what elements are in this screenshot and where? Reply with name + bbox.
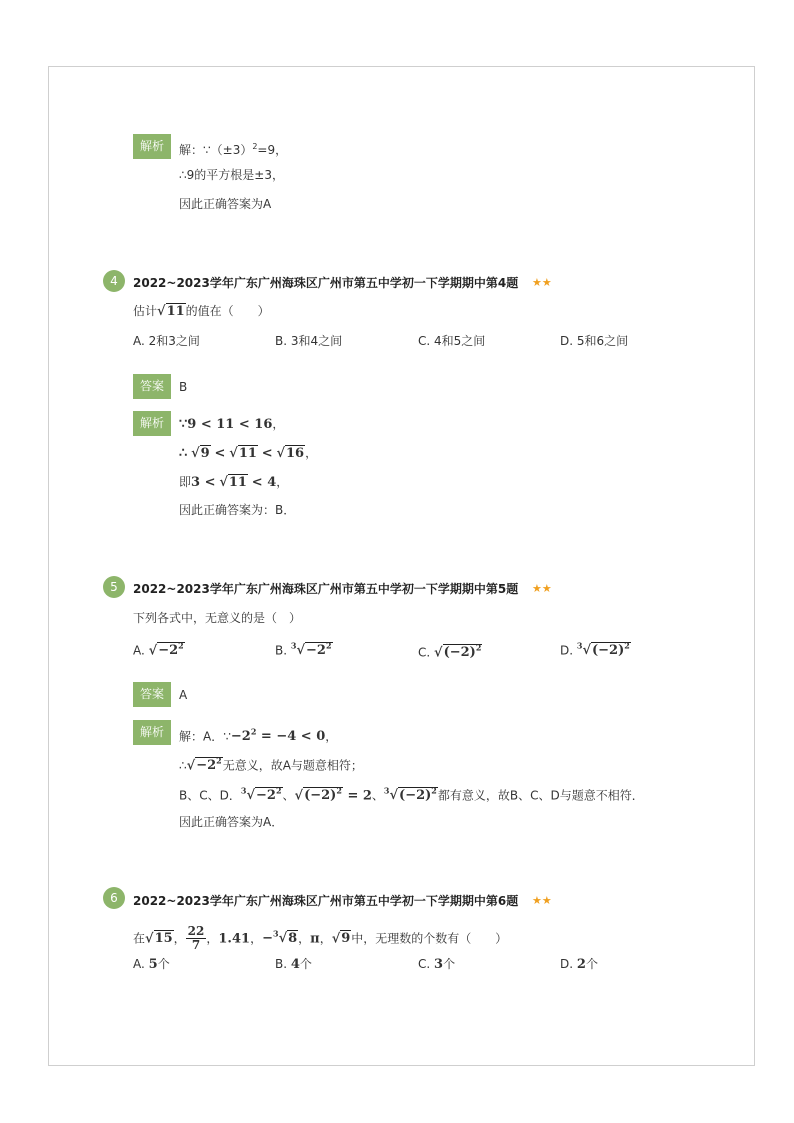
question-number-badge: 4	[103, 270, 125, 292]
analysis-tag: 解析	[133, 720, 171, 745]
q5-option-c: C. $√(-2)^2$	[418, 643, 482, 661]
q4-answer: B	[179, 380, 188, 394]
q4-option-c: C. 4和5之间	[418, 334, 486, 348]
answer-tag: 答案	[133, 682, 171, 707]
q5-analysis-line-1: 解：A．$\because-2^2 = -4 < 0$，	[179, 727, 338, 745]
q6-source-title: 2022~2023学年广东广州海珠区广州市第五中学初一下学期期中第6题	[133, 894, 519, 908]
q5-analysis-line-2: $\therefore√-2^2$无意义，故A与题意相符；	[179, 756, 363, 774]
q5-analysis-line-4: 因此正确答案为A．	[179, 815, 284, 829]
q5-stem: 下列各式中，无意义的是（ ）	[133, 611, 302, 625]
q4-source-title: 2022~2023学年广东广州海珠区广州市第五中学初一下学期期中第4题	[133, 276, 519, 290]
q5-source-title: 2022~2023学年广东广州海珠区广州市第五中学初一下学期期中第5题	[133, 582, 519, 596]
q5-option-a: A. $√-2^2$	[133, 641, 184, 659]
q3-analysis-line-3: 因此正确答案为A	[179, 197, 272, 211]
difficulty-stars: ★★	[532, 276, 552, 289]
q6-option-c: C. 3个	[418, 957, 456, 972]
question-number-badge: 6	[103, 887, 125, 909]
q4-option-a: A. 2和3之间	[133, 334, 200, 348]
q5-analysis-line-3: B、C、D．$^3√-2^2$、$√(-2)^2 = 2$、$^3√(-2)^2$都有意义，故B、C、D与题意不相符．	[179, 786, 644, 804]
q4-analysis-line-1: ∵9 < 11 < 16，	[179, 417, 285, 432]
q4-analysis-line-3: 即3 < √11 < 4，	[179, 475, 289, 490]
q3-analysis-line-2: ∴9的平方根是±3，	[179, 168, 284, 182]
q4-analysis-line-2: ∴ √9 < √11 < √16，	[179, 446, 318, 461]
q4-stem: 估计√11的值在（ ）	[133, 304, 270, 319]
question-number-badge: 5	[103, 576, 125, 598]
difficulty-stars: ★★	[532, 894, 552, 907]
q6-stem: 在√15， $\frac{22}{7}$ ，1.41，−$^3$√8，π，√9中，无理数的个数有（ ）	[133, 924, 508, 953]
page-frame	[48, 66, 755, 1066]
q5-answer: A	[179, 688, 188, 702]
q4-option-d: D. 5和6之间	[560, 334, 629, 348]
q4-analysis-line-4: 因此正确答案为：B．	[179, 503, 296, 517]
difficulty-stars: ★★	[532, 582, 552, 595]
answer-tag: 答案	[133, 374, 171, 399]
q6-option-a: A. 5个	[133, 957, 170, 972]
q3-analysis-line-1: 解：$\because(\pm 3)^2=9$，	[179, 142, 288, 157]
analysis-tag: 解析	[133, 134, 171, 159]
analysis-tag: 解析	[133, 411, 171, 436]
q4-option-b: B. 3和4之间	[275, 334, 343, 348]
q6-option-b: B. 4个	[275, 957, 312, 972]
q6-option-d: D. 2个	[560, 957, 598, 972]
q5-option-d: D. $^3√(-2)^2$	[560, 641, 630, 659]
q5-option-b: B. $^3√-2^2$	[275, 641, 332, 659]
